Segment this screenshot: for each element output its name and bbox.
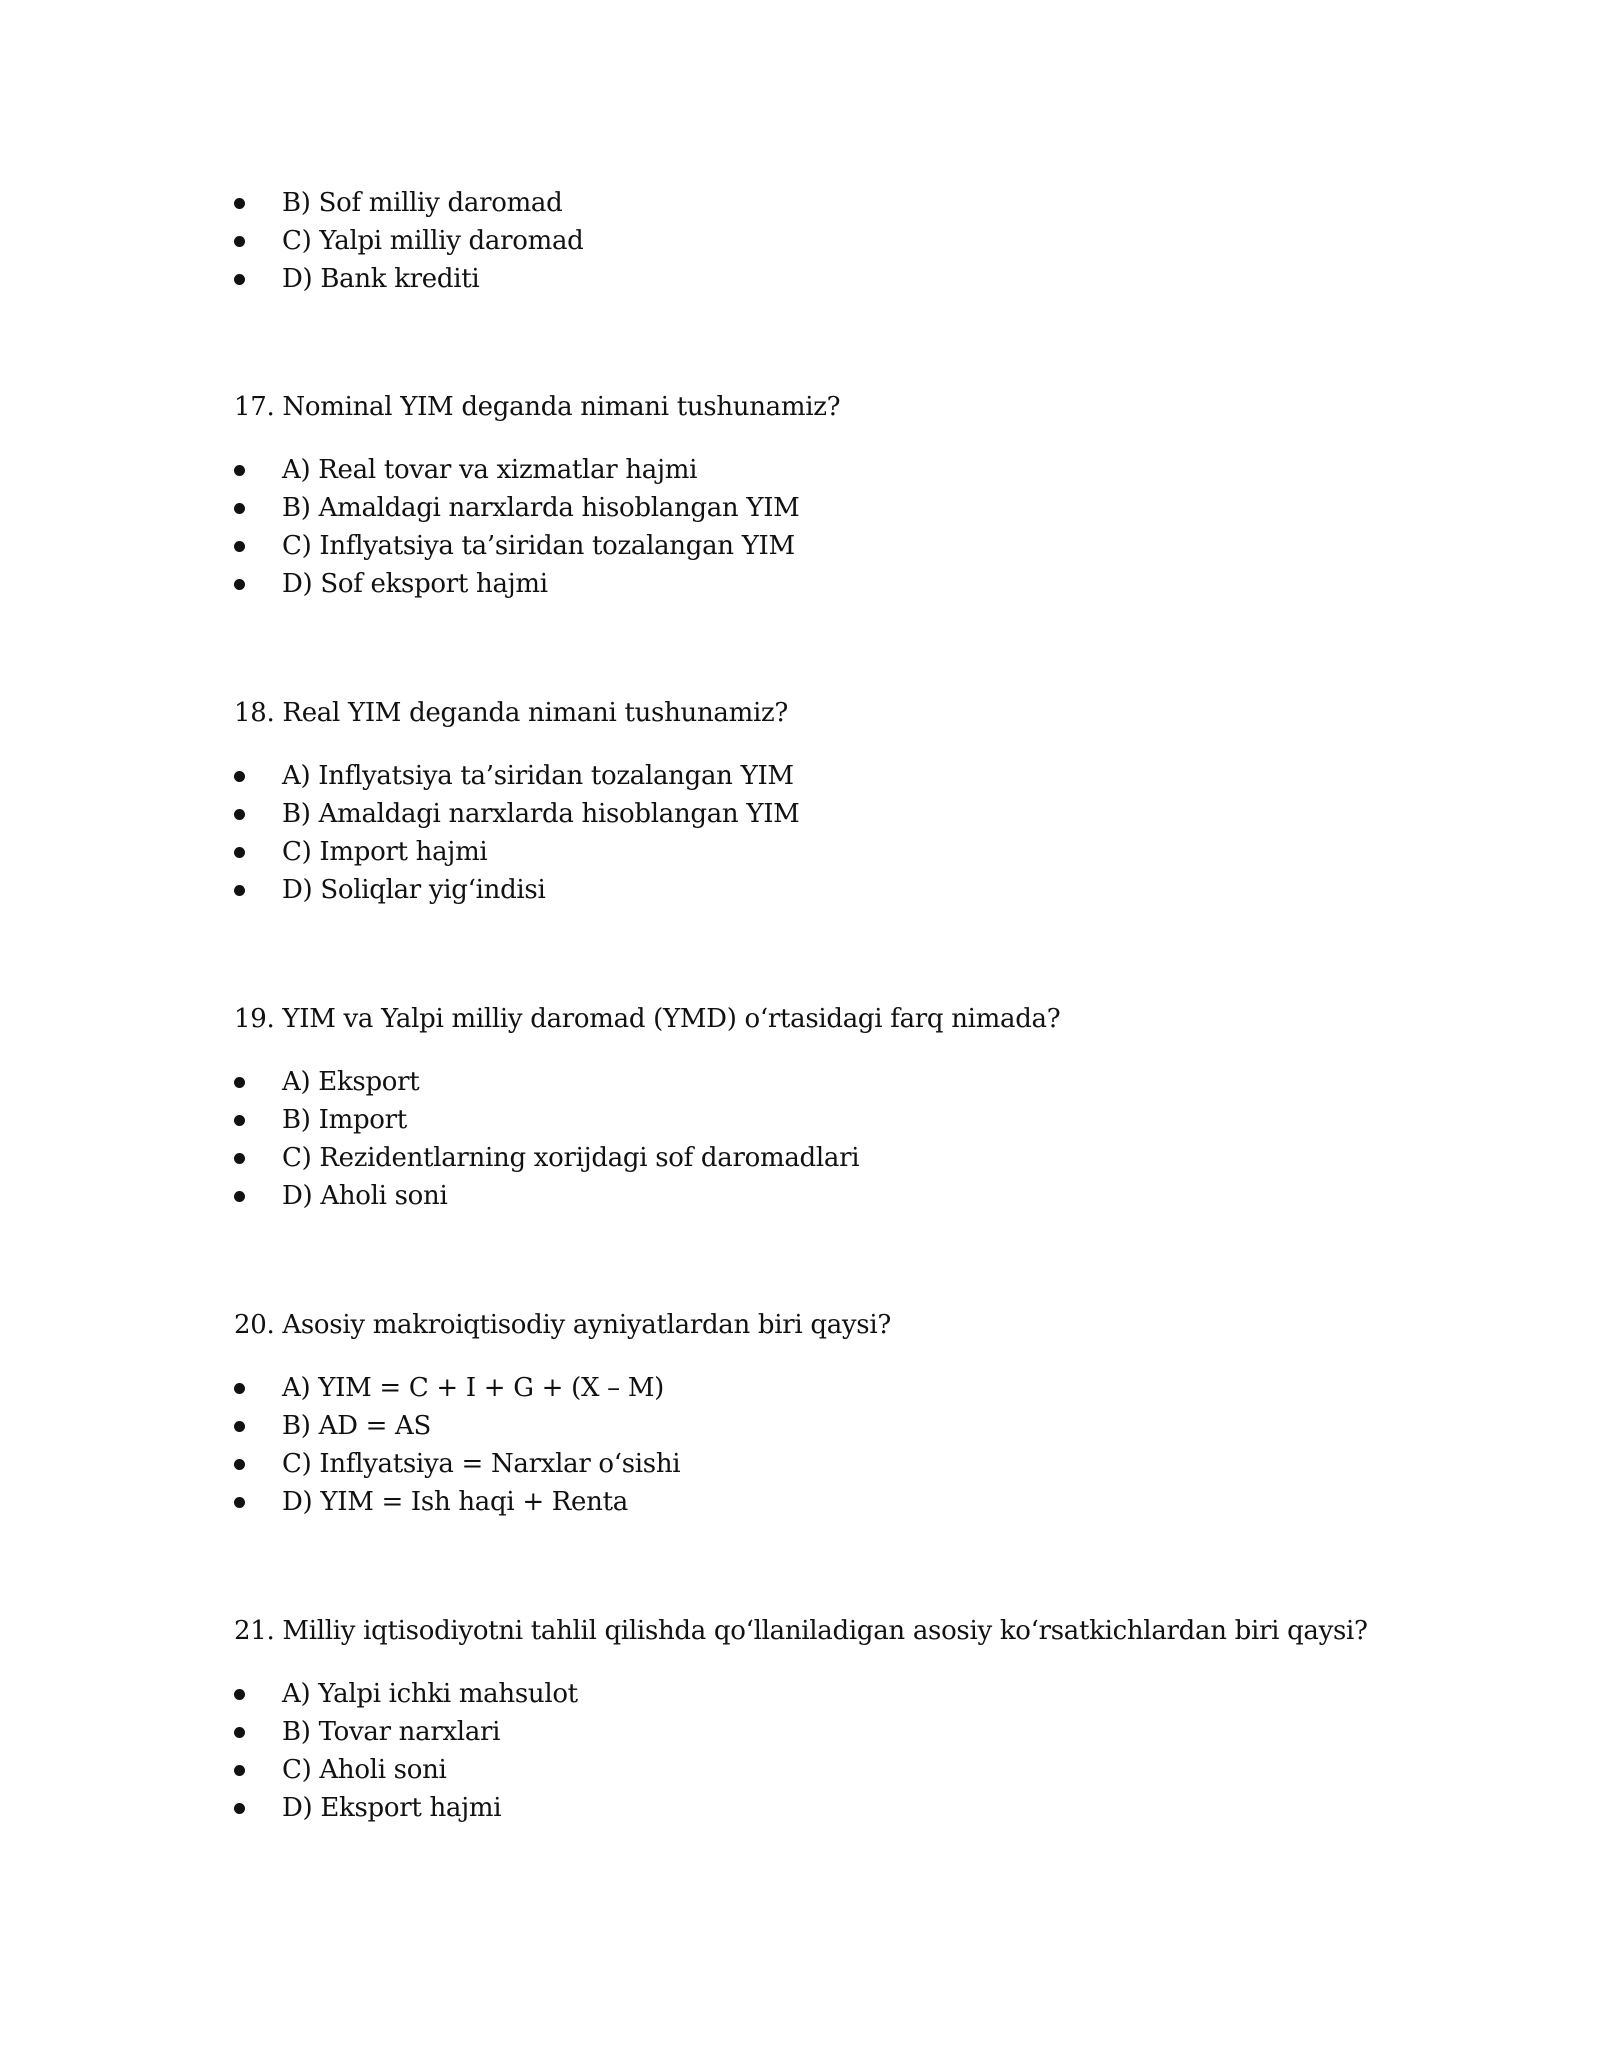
option-text: A) Inflyatsiya ta’siridan tozalangan YIM bbox=[282, 761, 794, 791]
option-text: D) Sof eksport hajmi bbox=[282, 569, 548, 599]
option-text: C) Aholi soni bbox=[282, 1755, 447, 1785]
question-18-text: 18. Real YIM deganda nimani tushunamiz? bbox=[234, 698, 789, 728]
bullet-icon bbox=[234, 503, 245, 514]
bullet-icon bbox=[234, 847, 245, 858]
option-a bbox=[0, 1372, 1300, 1410]
question-19-text: 19. YIM va Yalpi milliy daromad (YMD) o‘rtasidagi farq nimada? bbox=[234, 1004, 1061, 1034]
option-b bbox=[0, 1716, 1300, 1754]
bullet-icon bbox=[234, 1765, 245, 1776]
bullet-icon bbox=[234, 1421, 245, 1432]
option-d bbox=[0, 1180, 1300, 1218]
option-text: A) Eksport bbox=[282, 1067, 420, 1097]
option-text: D) Eksport hajmi bbox=[282, 1793, 502, 1823]
bullet-icon bbox=[234, 236, 245, 247]
bullet-icon bbox=[234, 198, 245, 209]
bullet-icon bbox=[234, 1803, 245, 1814]
option-c bbox=[0, 530, 1300, 568]
bullet-icon bbox=[234, 885, 245, 896]
bullet-icon bbox=[234, 1383, 245, 1394]
option-c bbox=[0, 836, 1300, 874]
bullet-icon bbox=[234, 1077, 245, 1088]
option-b bbox=[0, 1104, 1300, 1142]
option-text: B) AD = AS bbox=[282, 1411, 432, 1441]
bullet-icon bbox=[234, 1191, 245, 1202]
option-text: D) Soliqlar yig‘indisi bbox=[282, 875, 546, 905]
option-a bbox=[0, 1066, 1300, 1104]
option-text: C) Yalpi milliy daromad bbox=[282, 226, 584, 256]
option-text: A) Real tovar va xizmatlar hajmi bbox=[282, 455, 698, 485]
option-text: B) Amaldagi narxlarda hisoblangan YIM bbox=[282, 799, 800, 829]
option-c bbox=[0, 1754, 1300, 1792]
option-text: A) Yalpi ichki mahsulot bbox=[282, 1679, 578, 1709]
bullet-icon bbox=[234, 809, 245, 820]
option-b bbox=[0, 492, 1300, 530]
option-text: B) Sof milliy daromad bbox=[282, 188, 563, 218]
bullet-icon bbox=[234, 1497, 245, 1508]
option-text: C) Inflyatsiya ta’siridan tozalangan YIM bbox=[282, 531, 795, 561]
option-d bbox=[0, 874, 1300, 912]
option-text: C) Inflyatsiya = Narxlar o‘sishi bbox=[282, 1449, 681, 1479]
option-a bbox=[0, 454, 1300, 492]
option-text: D) Aholi soni bbox=[282, 1181, 448, 1211]
option-text: B) Import bbox=[282, 1105, 407, 1135]
bullet-icon bbox=[234, 1153, 245, 1164]
bullet-icon bbox=[234, 274, 245, 285]
bullet-icon bbox=[234, 541, 245, 552]
option-text: D) YIM = Ish haqi + Renta bbox=[282, 1487, 628, 1517]
option-text: D) Bank krediti bbox=[282, 264, 480, 294]
option-c bbox=[0, 1448, 1300, 1486]
bullet-icon bbox=[234, 1689, 245, 1700]
option-a bbox=[0, 760, 1300, 798]
bullet-icon bbox=[234, 465, 245, 476]
option-d bbox=[0, 1792, 1300, 1830]
bullet-icon bbox=[234, 771, 245, 782]
bullet-icon bbox=[234, 1459, 245, 1470]
option-text: A) YIM = C + I + G + (X – M) bbox=[282, 1373, 664, 1403]
option-c bbox=[0, 1142, 1300, 1180]
option-b bbox=[0, 187, 1300, 225]
option-text: B) Amaldagi narxlarda hisoblangan YIM bbox=[282, 493, 800, 523]
option-b bbox=[0, 798, 1300, 836]
bullet-icon bbox=[234, 1115, 245, 1126]
option-d bbox=[0, 263, 1300, 301]
bullet-icon bbox=[234, 579, 245, 590]
option-d bbox=[0, 568, 1300, 606]
question-17-text: 17. Nominal YIM deganda nimani tushunamiz? bbox=[234, 392, 841, 422]
question-20-text: 20. Asosiy makroiqtisodiy ayniyatlardan biri qaysi? bbox=[234, 1310, 892, 1340]
option-text: B) Tovar narxlari bbox=[282, 1717, 501, 1747]
question-21-text: 21. Milliy iqtisodiyotni tahlil qilishda qo‘llaniladigan asosiy ko‘rsatkichlardan biri qaysi? bbox=[234, 1616, 1368, 1646]
option-text: C) Rezidentlarning xorijdagi sof daromadlari bbox=[282, 1143, 860, 1173]
option-a bbox=[0, 1678, 1300, 1716]
option-c bbox=[0, 225, 1300, 263]
option-d bbox=[0, 1486, 1300, 1524]
bullet-icon bbox=[234, 1727, 245, 1738]
option-text: C) Import hajmi bbox=[282, 837, 488, 867]
option-b bbox=[0, 1410, 1300, 1448]
